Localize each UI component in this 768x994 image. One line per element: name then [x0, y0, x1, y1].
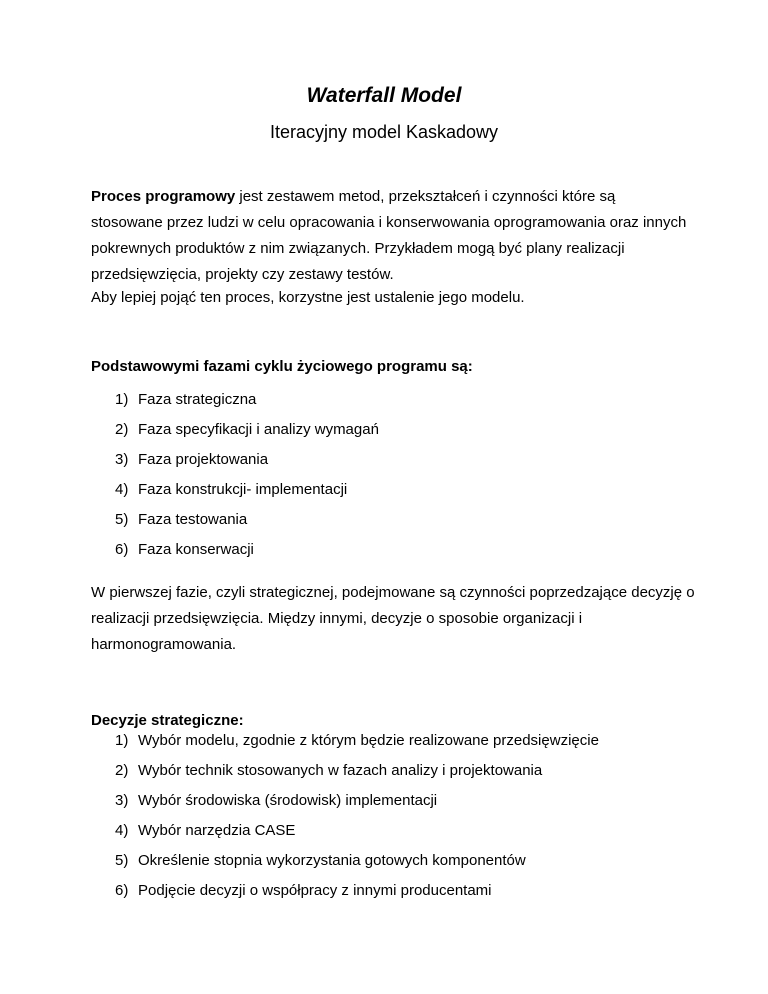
list-item — [115, 540, 379, 570]
decisions-heading: Decyzje strategiczne: — [91, 712, 244, 729]
decisions-list — [115, 731, 599, 911]
list-number: 2) — [115, 421, 129, 438]
list-item — [115, 420, 379, 450]
model-paragraph: Aby lepiej pojąć ten proces, korzystne jest ustalenie jego modelu. — [91, 289, 525, 306]
list-item — [115, 851, 599, 881]
list-item — [115, 761, 599, 791]
list-item — [115, 731, 599, 761]
list-item — [115, 791, 599, 821]
list-number: 6) — [115, 541, 129, 558]
list-item-text: Wybór modelu, zgodnie z którym będzie realizowane przedsięwzięcie — [138, 732, 599, 749]
document-title: Waterfall Model — [306, 84, 462, 107]
phases-heading: Podstawowymi fazami cyklu życiowego programu są: — [91, 358, 473, 375]
list-item-text: Faza konserwacji — [138, 541, 254, 558]
list-item-text: Określenie stopnia wykorzystania gotowych komponentów — [138, 852, 526, 869]
list-item-text: Faza projektowania — [138, 451, 269, 468]
document-subtitle: Iteracyjny model Kaskadowy — [269, 122, 499, 142]
list-item-text: Faza konstrukcji- implementacji — [138, 481, 348, 498]
list-number: 6) — [115, 882, 129, 899]
list-number: 5) — [115, 852, 129, 869]
list-item — [115, 821, 599, 851]
list-number: 4) — [115, 822, 129, 839]
list-item-text: Podjęcie decyzji o współpracy z innymi producentami — [138, 882, 492, 899]
list-item — [115, 450, 379, 480]
list-item — [115, 510, 379, 540]
list-number: 5) — [115, 511, 129, 528]
list-number: 3) — [115, 451, 129, 468]
list-number: 2) — [115, 762, 129, 779]
list-item — [115, 390, 379, 420]
intro-paragraph — [91, 184, 691, 288]
list-item — [115, 881, 599, 911]
list-item-text: Faza testowania — [138, 511, 248, 528]
list-item-text: Faza strategiczna — [138, 391, 257, 408]
list-item-text: Wybór środowiska (środowisk) implementacji — [138, 792, 438, 809]
list-item — [115, 480, 379, 510]
intro-term: Proces programowy — [91, 188, 236, 205]
list-item-text: Wybór technik stosowanych w fazach analizy i projektowania — [138, 762, 543, 779]
list-number: 4) — [115, 481, 129, 498]
list-number: 3) — [115, 792, 129, 809]
phases-list — [115, 390, 379, 570]
list-item-text: Faza specyfikacji i analizy wymagań — [138, 421, 379, 438]
list-item-text: Wybór narzędzia CASE — [138, 822, 296, 839]
intro-text: jest zestawem metod, przekształceń i czynności które są stosowane przez ludzi w celu opracowania i konserwowania oprogramowania oraz innych pokrewnych produktów z nim związanych. Przykładem mogą być plany realizacji przedsięwzięcia, projekty czy zestawy testów. — [91, 188, 687, 283]
list-number: 1) — [115, 732, 129, 749]
list-number: 1) — [115, 391, 129, 408]
first-phase-paragraph: W pierwszej fazie, czyli strategicznej, podejmowane są czynności poprzedzające decyzję o realizacji przedsięwzięcia. Między innymi, decyzje o sposobie organizacji i harmonogramowania. — [91, 584, 695, 653]
